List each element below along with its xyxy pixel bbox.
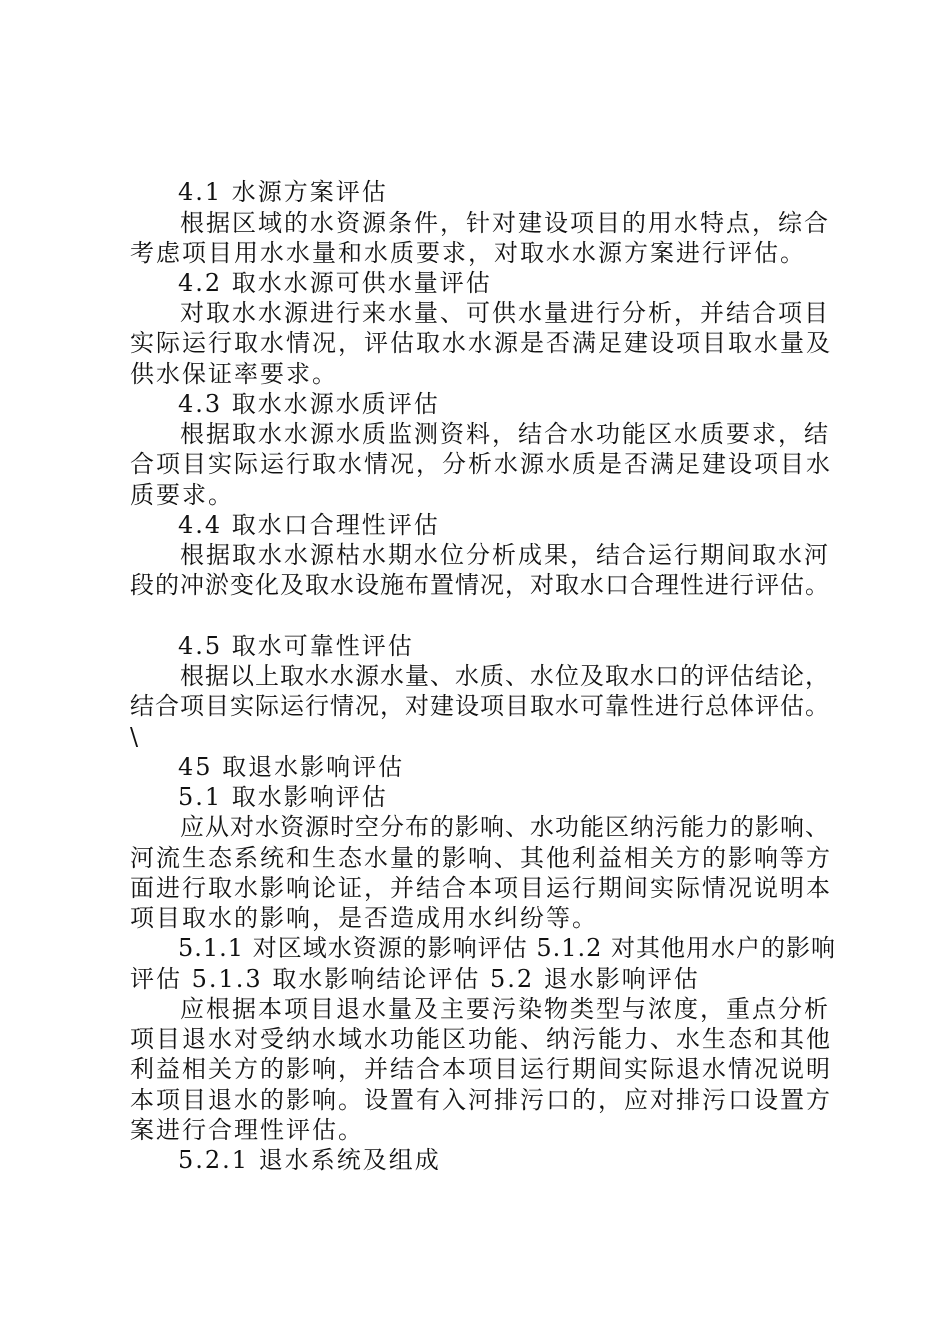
heading-4-3: 4.3 取水水源水质评估: [178, 390, 440, 418]
paragraph-line: 质要求。: [130, 481, 234, 509]
paragraph-line: 应根据本项目退水量及主要污染物类型与浓度，重点分析: [180, 995, 830, 1023]
heading-4-2: 4.2 取水水源可供水量评估: [178, 269, 492, 297]
paragraph-line: 应从对水资源时空分布的影响、水功能区纳污能力的影响、: [180, 813, 830, 841]
heading-4-5: 4.5 取水可靠性评估: [178, 632, 414, 660]
heading-5-1: 5.1 取水影响评估: [178, 783, 388, 811]
subheadings-line: 5.1.1 对区域水资源的影响评估 5.1.2 对其他用水户的影响: [178, 934, 837, 962]
paragraph-line: 供水保证率要求。: [130, 360, 338, 388]
paragraph-line: 结合项目实际运行情况，对建设项目取水可靠性进行总体评估。: [130, 692, 830, 720]
heading-45: 45 取退水影响评估: [178, 753, 405, 781]
paragraph-line: 根据区域的水资源条件，针对建设项目的用水特点，综合: [180, 209, 830, 237]
paragraph-line: 本项目退水的影响。设置有入河排污口的，应对排污口设置方: [130, 1086, 832, 1114]
stray-backslash: \: [130, 723, 141, 751]
paragraph-line: 案进行合理性评估。: [130, 1116, 364, 1144]
paragraph-line: 利益相关方的影响，并结合本项目运行期间实际退水情况说明: [130, 1055, 832, 1083]
paragraph-line: 实际运行取水情况，评估取水水源是否满足建设项目取水量及: [130, 329, 832, 357]
paragraph-line: 根据以上取水水源水量、水质、水位及取水口的评估结论，: [180, 662, 830, 690]
paragraph-line: 根据取水水源水质监测资料，结合水功能区水质要求，结: [180, 420, 830, 448]
paragraph-line: 面进行取水影响论证，并结合本项目运行期间实际情况说明本: [130, 874, 832, 902]
paragraph-line: 对取水水源进行来水量、可供水量进行分析，并结合项目: [180, 299, 830, 327]
paragraph-line: 项目取水的影响，是否造成用水纠纷等。: [130, 904, 598, 932]
paragraph-line: 合项目实际运行取水情况，分析水源水质是否满足建设项目水: [130, 450, 832, 478]
heading-4-1: 4.1 水源方案评估: [178, 178, 388, 206]
subheadings-line: 评估 5.1.3 取水影响结论评估 5.2 退水影响评估: [130, 965, 700, 993]
heading-4-4: 4.4 取水口合理性评估: [178, 511, 440, 539]
paragraph-line: 段的冲淤变化及取水设施布置情况，对取水口合理性进行评估。: [130, 571, 830, 599]
paragraph-line: 根据取水水源枯水期水位分析成果，结合运行期间取水河: [180, 541, 830, 569]
paragraph-line: 考虑项目用水水量和水质要求，对取水水源方案进行评估。: [130, 239, 806, 267]
heading-5-2-1: 5.2.1 退水系统及组成: [178, 1146, 441, 1174]
paragraph-line: 河流生态系统和生态水量的影响、其他利益相关方的影响等方: [130, 844, 832, 872]
paragraph-line: 项目退水对受纳水域水功能区功能、纳污能力、水生态和其他: [130, 1025, 832, 1053]
